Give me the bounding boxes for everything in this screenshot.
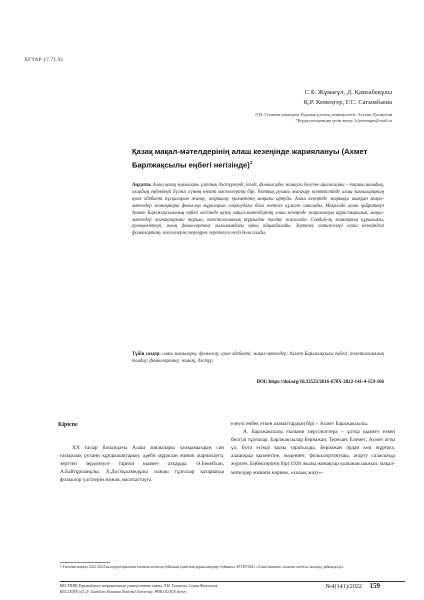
body-paragraph: XX ғасыр басындағы Алаш зиялылары халқымыздың сан ғасырлық рухани құндылықтарын, әдеби мұрасын жинап жариялауға, зерттеп зерделеуге тарихи қызмет атқарды. Ә.Бөкейхан, А.Байтұрсынұлы, Х.Досмұхамедұлы сынды тұлғалар қатарында фольклор үлгілерін жинап, насихаттауға <box>60 445 224 484</box>
keywords-label: Түйін сөздер: <box>132 352 161 357</box>
doi-link[interactable]: DOI: https://doi.org/10.32523/2616-678X-2022-141-4-159-166 <box>256 380 384 385</box>
body-paragraph: елеулі еңбек еткен азаматтардың бірі – Ахмет Барлжақсылы. <box>231 421 369 427</box>
footnote-divider <box>60 562 110 563</box>
abstract <box>132 183 384 238</box>
article-title-text: Қазақ мақал-мәтелдерінің алаш кезеңінде жариялануы (Ахмет Барлжақсылы еңбегі негізінде) <box>132 147 368 170</box>
abstract-text: Алаш қазақ зиялылары ұлттық дәстүрлерді, тілді, фольклорды жинауға белсене араласқаны – тарихи шындық, олардың еңбектері бүгінгі күннің өзекті мәселелерінің бірі. Ұлттық рухани жаңғыру контекстінде алаш зиялыларының ауыз әдебиеті нұсқаларын жинау, жариялау қызметінің маңызы артуда. Алаш кезеңінде жарыққа шыққан мақал-мәтелдер жинақтары фольклор мұраларын сақтаудағы баға жетпес құжат саналады. Мақалада алаш қайраткері Ахмет Барлжақсылының еңбегі негізінде қазақ мақал-мәтелдерінің алаш кезеңінде жариялануы қарастырылып, мақал-мәтелдер жинақтарына тарихи, текстологиялық тұрғыдан талдау жасалады. Сондай-ақ жинақтың құрылымы, ерекшеліктері, оның фольклортану ғылымындағы орны айқындалады. Зерттеу нәтижелері алаш кезеңіндегі фольклортану мәселелерін тереңірек зерттеуге негіз бола алады. <box>132 183 384 237</box>
udc-code: ХҒТАР 17.71.91 <box>24 57 64 63</box>
footer-divider <box>60 581 405 582</box>
article-title <box>132 147 384 171</box>
keywords-text: алаш зиялылары; фольклор; ауыз әдебиеті; мақал-мәтелдер; Ахмет Барлжақсылы еңбегі; текстологиялық талдау; фольклортану; жинақ; дәстүр. <box>132 352 384 364</box>
footnote: 1 Ғылыми мақала 2022-2024 жылдарға арналған ғылыми жобалар бойынша гранттық қаржыландыру бойынша AP14870041 «Алаш жинағы» ғылыми жобасы аясында дайындалды. <box>60 565 344 569</box>
page-number: 159 <box>369 582 380 590</box>
journal-footer <box>60 584 217 595</box>
affiliation-block <box>255 112 392 125</box>
abstract-label: Аңдатпа. <box>132 183 152 188</box>
body-column-left <box>60 444 224 484</box>
affiliation-line-2: *Корреспонденция үшін автор: k.kemenger@mail.ru <box>295 118 392 124</box>
section-heading-introduction: Кіріспе <box>58 422 78 428</box>
authors-block <box>304 88 392 108</box>
body-paragraph: А. Барлжақсылы ғылыми персонаттера – ұлтқа қызмет еткен белгілі тұлғалар. Барлжақсылар Берімжан, Терехан, Елемес, Ахмет атты ұл, Бота есімді қызы таратылды. Берімжан ордан көп жұрғаға, алашорда қызметіне, мәдениет, фольклортанушы, ағарту саласында жүрген. Еңбектерінің бірі 1928 жылы жинақтар қолынан шығып, мақал-мәтелдер жинағы көркем, «халық жазу»- <box>231 429 395 476</box>
issue-number: №4(141)/2022 <box>325 583 362 590</box>
title-footnote-marker: 1 <box>249 159 253 165</box>
keywords <box>132 352 384 366</box>
journal-name-ru: ВЕСТНИК Евразийского национального университета имени Л.Н. Гумилева. Серия Филология <box>60 584 218 588</box>
authors-line-1: С.Б. Жұмағұл, Д. Қамзабекұлы <box>304 89 392 96</box>
authors-line-2: Қ.Р. Кемеңгер, Г.С. Сағымбаева <box>303 99 392 106</box>
journal-name-en: BULLETIN of L.N. Gumilyov Eurasian National University. PHILOLOGY Series <box>60 589 187 594</box>
body-column-right <box>231 420 395 477</box>
affiliation-line-1: Л.Н. Гумилев атындағы Еуразия ұлттық университеті, Астана, Қазақстан <box>254 112 392 117</box>
